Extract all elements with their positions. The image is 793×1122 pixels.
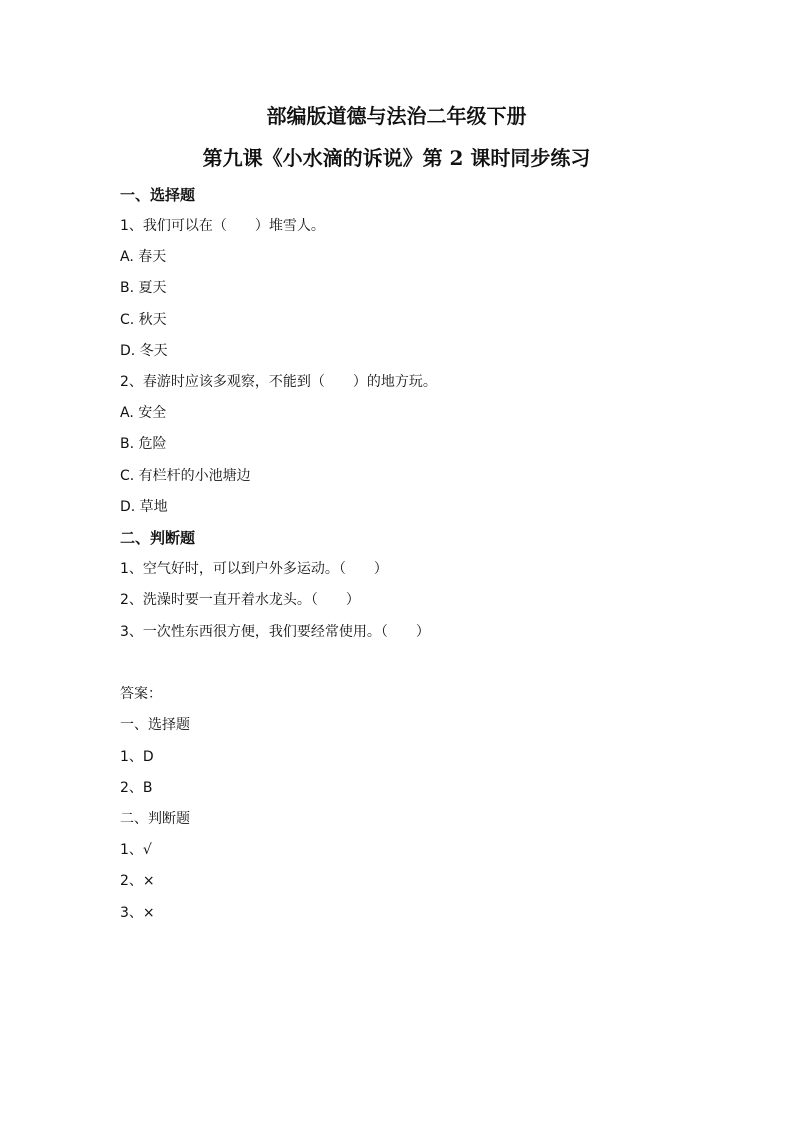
answers-section-heading-choice: 一、选择题 (120, 717, 190, 733)
document-subtitle: 第九课《小水滴的诉说》第 2 课时同步练习 (202, 146, 591, 170)
question-1-option-d: D. 冬天 (120, 343, 168, 359)
judgement-item-2: 2、洗澡时要一直开着水龙头。（ ） (120, 592, 360, 608)
question-1-option-a: A. 春天 (120, 249, 167, 265)
question-2-option-d: D. 草地 (120, 499, 168, 515)
answer-judgement-1: 1、√ (120, 842, 152, 858)
answer-choice-2: 2、B (120, 780, 153, 796)
judgement-item-1: 1、空气好时，可以到户外多运动。（ ） (120, 561, 388, 577)
section-heading-choice: 一、选择题 (120, 186, 196, 204)
question-2: 2、春游时应该多观察，不能到（ ）的地方玩。 (120, 374, 437, 390)
question-1: 1、我们可以在（ ）堆雪人。 (120, 218, 325, 234)
answers-label: 答案： (120, 686, 162, 702)
answer-judgement-3: 3、× (120, 905, 155, 921)
answers-section-heading-judgement: 二、判断题 (120, 811, 190, 827)
answer-judgement-2: 2、× (120, 873, 155, 889)
answer-choice-1: 1、D (120, 749, 154, 765)
question-1-option-c: C. 秋天 (120, 312, 167, 328)
question-2-option-a: A. 安全 (120, 405, 167, 421)
judgement-item-3: 3、一次性东西很方便，我们要经常使用。（ ） (120, 624, 430, 640)
document-title: 部编版道德与法治二年级下册 (266, 104, 527, 128)
section-heading-judgement: 二、判断题 (120, 529, 196, 547)
question-2-option-b: B. 危险 (120, 436, 167, 452)
question-2-option-c: C. 有栏杆的小池塘边 (120, 468, 251, 484)
question-1-option-b: B. 夏天 (120, 280, 167, 296)
